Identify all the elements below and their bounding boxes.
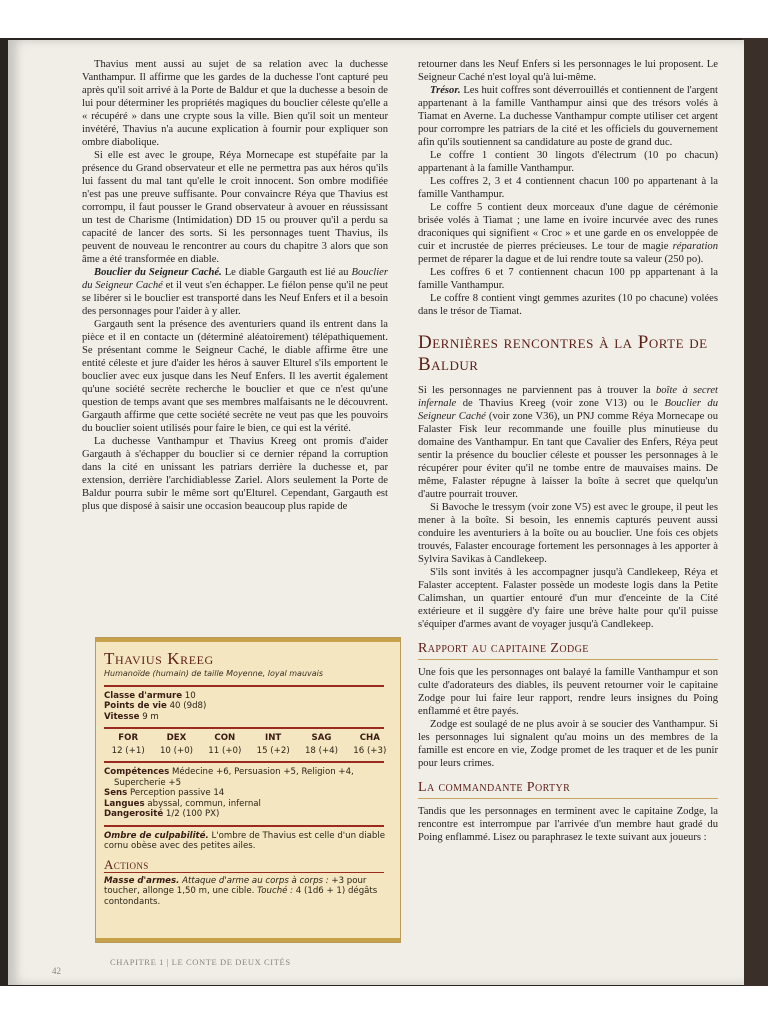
speed [104, 712, 394, 723]
paragraph: Le coffre 8 contient vingt gemmes azurites (10 po chacune) volées dans le trésor de Tiamat. [418, 293, 718, 317]
paragraph: Le coffre 1 contient 30 lingots d'électrum (10 po chacun) appartenant à la famille Vanthampur. [418, 150, 718, 174]
paragraph: Les coffres 6 et 7 contiennent chacun 100 pp appartenant à la famille Vanthampur. [418, 267, 718, 291]
item-name: Bouclier du Seigneur Caché [418, 398, 719, 422]
stat-value: 9 m [142, 711, 159, 722]
paragraph [418, 384, 718, 501]
ability-name: CON [214, 733, 236, 743]
creature-type: Humanoïde (humain) de taille Moyenne, loyal mauvais [104, 669, 324, 678]
paragraph: retourner dans les Neuf Enfers si les personnages le lui proposent. Le Seigneur Caché n'est loyal qu'à lui-même. [418, 59, 718, 83]
ability-scores [104, 746, 394, 757]
paragraph: Gargauth sent la présence des aventuriers quand ils entrent dans la pièce et il en contacte un (déterminé aléatoirement) télépathiquement. Se présentant comme le Seigneur Caché, le diable affirme être une entité céleste et jure d'aider les héros à sauver Elturel s'ils emportent le bouclier avec eux jusque dans les Neuf Enfers. Il les avertit également qu'une société secrète recherche le bouclier et que ce n'est qu'une question de temps avant que ses membres malfaisants ne le découvrent. Gargauth affirme que cette société secrète ne veut pas que les pouvoirs du bouclier soient utilisés pour faire le bien, ce qui est la vérité. [82, 319, 388, 434]
stat-label: Classe d'armure [104, 690, 183, 701]
ability-score: 15 (+2) [256, 745, 290, 756]
paragraph: La duchesse Vanthampur et Thavius Kreeg ont promis d'aider Gargauth à s'échapper du bouclier si ce dernier répand la corruption dans la cité en unissant les patriars derrière la duchesse et, par extension, derrière l'archidiablesse Zariel. Alors seulement la Porte de Baldur pourra subir le même sort qu'Elturel. Cependant, Gargauth est plus que disposé à saisir une occasion beaucoup plus rapide de [82, 436, 388, 512]
text-run: Le coffre 5 contient deux morceaux d'une dague de cérémonie brisée volés à Tiamat ; une lame en ivoire incurvée avec des runes draconiques qui signifient « Croc » et une garde en os enveloppée de cuir et incrustée de pierres précieuses. Le tour de magie [418, 202, 718, 252]
right-column [418, 58, 718, 844]
ability-score: 16 (+3) [353, 745, 387, 756]
divider [104, 761, 384, 763]
ability-score: 11 (+0) [208, 745, 242, 756]
text-run: permet de réparer la dague et de lui rendre toute sa valeur (250 po). [418, 254, 704, 265]
scan-border-bottom [0, 986, 768, 1024]
stat-value: 40 (9d8) [169, 701, 207, 711]
stat-label: Dangerosité [104, 809, 164, 819]
left-column [82, 58, 388, 513]
senses [104, 788, 394, 799]
challenge [104, 809, 394, 820]
paragraph: S'ils sont invités à les accompagner jusqu'à Candlekeep, Réya et Falaster acceptent. Falaster possède un modeste logis dans la Petite Calimshan, un quartier entouré d'un mur d'enceinte de la Cité extérieure et il suggère d'y faire une brève halte pour qu'il puisse s'équiper d'armes avant de voyager jusqu'à Candlekeep. [418, 567, 718, 630]
divider [104, 727, 384, 729]
ability-score: 10 (+0) [159, 745, 194, 756]
trait [104, 831, 394, 852]
paragraph: Les coffres 2, 3 et 4 contiennent chacun 100 po appartenant à la famille Vanthampur. [418, 176, 718, 200]
ability-names [104, 733, 394, 744]
action [104, 876, 394, 908]
item-name: Bouclier du Seigneur Caché [82, 267, 388, 291]
page-number: 42 [52, 966, 61, 976]
book-spine-edge [742, 38, 768, 986]
running-footer: CHAPITRE 1 | LE CONTE DE DEUX CITÉS [110, 957, 291, 967]
scan-border-top [0, 0, 768, 38]
text-run: et il veut s'en échapper. Le fiélon pense qu'il ne peut se libérer si le bouclier est transporté dans les Neuf Enfers et il a besoin des personnages pour l'aider à y aller. [82, 280, 388, 317]
ability-score: 18 (+4) [304, 745, 338, 756]
section-heading: Dernières rencontres à la Porte de Baldur [418, 332, 708, 375]
languages [104, 799, 394, 810]
paragraph: Une fois que les personnages ont balayé la famille Vanthampur et son culte d'adorateurs des diables, ils peuvent retourner voir le capitaine Zodge pour lui faire leur rapport, rendre leurs insignes du Poing enflammé et être payés. [418, 667, 718, 717]
hit-label: Touché : [257, 886, 294, 896]
stat-label: Points de vie [104, 701, 167, 711]
paragraph-heading: Trésor. [430, 85, 461, 96]
paragraph [82, 266, 388, 318]
subsection-heading: Rapport au capitaine Zodge [418, 641, 718, 660]
paragraph: Tandis que les personnages en terminent avec le capitaine Zodge, la rencontre est interrompue par l'arrivée d'un membre haut gradé du Poing enflammé. Lisez ou paraphrasez le texte suivant aux joueurs : [418, 806, 718, 843]
paragraph-heading: Bouclier du Seigneur Caché. [94, 267, 222, 278]
ability-score: 12 (+1) [111, 745, 145, 756]
armor-class [104, 691, 394, 702]
stat-value: 1/2 (100 PX) [165, 809, 220, 819]
divider [104, 825, 384, 827]
ability-name: DEX [166, 733, 187, 743]
stat-label: Vitesse [104, 711, 140, 722]
action-text: 4 (1d6 + 1) dégâts contondants. [104, 886, 378, 907]
ability-name: SAG [311, 733, 332, 743]
item-name: boîte à secret infernale [418, 385, 718, 409]
text-run: (voir zone V36), un PNJ comme Réya Mornecape ou Falaster Fisk leur recommande une fouille plus minutieuse du domaine des Vanthampur. En tant que Cavalier des Enfers, Réya peut sentir la présence du bouclier céleste et pousser les personnages à le récupérer pour éviter qu'il ne tombe entre de mauvaises mains. De même, Falaster répugne à laisser la boîte à secret que quelqu'un d'autre pourrait trouver. [418, 411, 718, 500]
stat-block [96, 638, 400, 942]
paragraph: Si Bavoche le tressym (voir zone V5) est avec le groupe, il peut les mener à la boîte. Si besoin, les ennemis capturés peuvent aussi conduire les aventuriers à la boîte ou au bouclier. Une fois ces objets trouvés, Falaster encourage fortement les personnages à les apporter à Sylvira Savikas à Candlekeep. [418, 502, 718, 565]
paragraph [418, 84, 718, 149]
stat-value: Médecine +6, Persuasion +5, Religion +4, Supercherie +5 [114, 767, 354, 788]
action-name: Masse d'armes. [104, 875, 180, 886]
trait-name: Ombre de culpabilité. [104, 830, 209, 841]
spell-name: réparation [672, 241, 718, 252]
stat-value: abyssal, commun, infernal [147, 798, 261, 809]
creature-name: Thavius Kreeg [104, 649, 214, 668]
action-text: +3 pour toucher, allonge 1,50 m, une cible. [104, 875, 367, 896]
trait-text: L'ombre de Thavius est celle d'un diable cornu obèse avec des petites ailes. [104, 830, 385, 851]
skills [104, 767, 394, 788]
actions-heading: Actions [104, 858, 384, 873]
paragraph: Zodge est soulagé de ne plus avoir à se soucier des Vanthampur. Si les personnages lui signalent qu'au moins un des membres de la famille est encore en vie, Zodge promet de les traquer et de les punir pour leurs crimes. [418, 719, 718, 769]
stat-label: Sens [104, 788, 128, 798]
action-type: Attaque d'arme au corps à corps : [179, 875, 329, 886]
subsection-heading: La commandante Portyr [418, 780, 718, 799]
hit-points [104, 701, 394, 712]
paragraph: Si elle est avec le groupe, Réya Mornecape est stupéfaite par la présence du Grand observateur et elle ne permettra pas aux héros qu'ils lui fassent du mal tant qu'elle le croit innocent. Son ombre modifiée n'est pas une preuve suffisante. Pour convaincre Réya que Thavius est corrompu, il faut pousser le Grand observateur à avouer en réussissant un test de Charisme (Intimidation) DD 15 ou prouver qu'il a perdu sa capacité de lancer des sorts. Si les personnages tuent Thavius, ils peuvent de nouveau le rencontrer au cours du chapitre 3 alors que son âme a été transformée en diable. [82, 150, 388, 265]
paragraph: Thavius ment aussi au sujet de sa relation avec la duchesse Vanthampur. Il affirme que les gardes de la duchesse l'ont capturé peu après qu'il soit arrivé à la Porte de Baldur et que la duchesse a besoin de lui pour déterminer les propriétés magiques du bouclier céleste qu'elle a « récupéré » dans une crypte sous la ville. Bien qu'il soit un menteur invétéré, Thavius n'a aucune explication à fournir pour expliquer son ombre diabolique. [82, 59, 388, 148]
text-run: de Thavius Kreeg (voir zone V13) ou le [456, 398, 665, 409]
ability-name: INT [265, 733, 282, 743]
text-run: Le diable Gargauth est lié au [221, 267, 352, 278]
stat-value: 10 [184, 690, 196, 701]
stat-label: Langues [104, 798, 145, 809]
paragraph [418, 201, 718, 266]
stat-label: Compétences [104, 767, 170, 777]
ability-name: FOR [118, 733, 139, 743]
stat-value: Perception passive 14 [130, 788, 225, 798]
ability-name: CHA [359, 733, 380, 743]
text-run: Les huit coffres sont déverrouillés et contiennent de l'argent appartenant à la famille Vanthampur ainsi que des trésors volés à Tiamat en Averne. La duchesse Vanthampur compte utiliser cet argent pour corrompre les patriars de la cité et les officiels du gouvernement afin qu'ils soutiennent sa candidature au poste de grand duc. [418, 85, 718, 148]
text-run: Si les personnages ne parviennent pas à trouver la [418, 385, 656, 396]
divider [104, 685, 384, 687]
